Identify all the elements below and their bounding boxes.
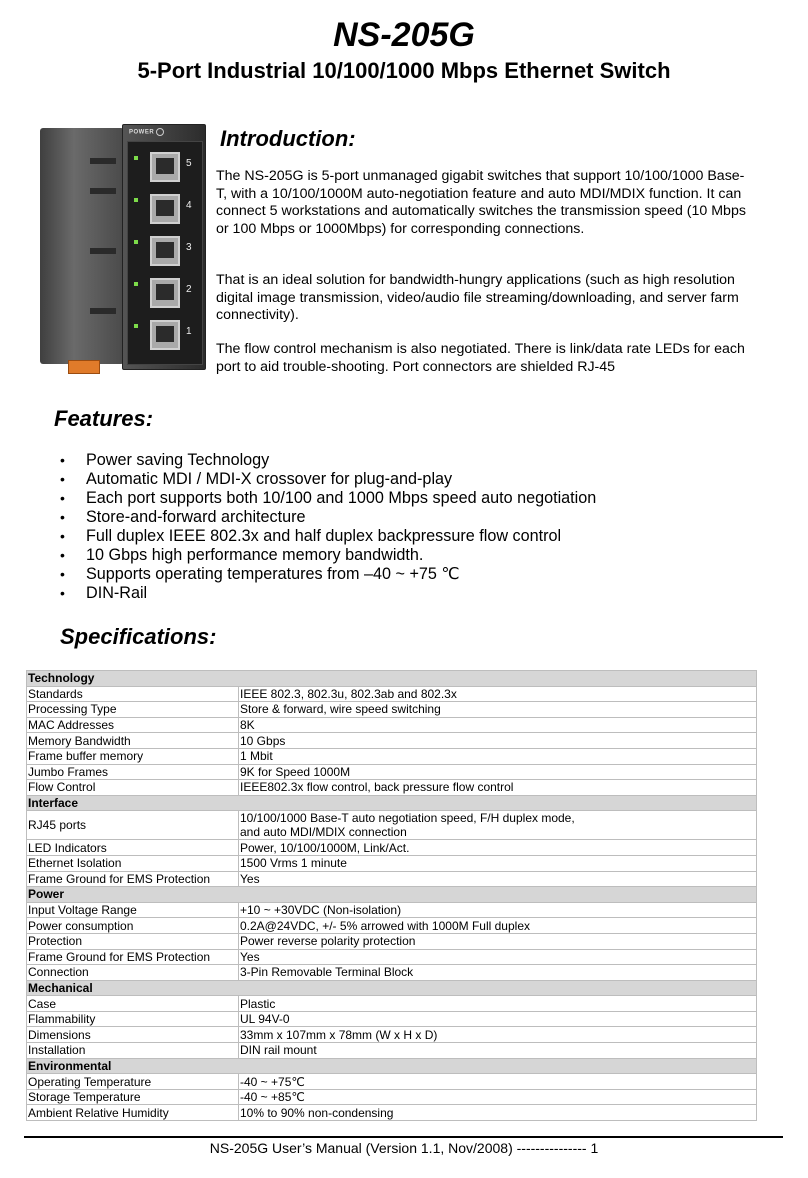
table-row bbox=[27, 702, 757, 718]
spec-label: RJ45 ports bbox=[27, 811, 239, 840]
spec-label: Ethernet Isolation bbox=[27, 855, 239, 871]
table-section-header bbox=[27, 671, 757, 687]
intro-paragraph: The NS-205G is 5-port unmanaged gigabit switches that support 10/100/1000 Base-T, with a 10/100/1000M auto-negotiation feature and auto MDI/MDIX function. It can connect 5 workstations and automatically switches the transmission speed (10 Mbps or 100 Mbps or 1000Mbps) for corresponding connections. bbox=[216, 168, 746, 237]
spec-label: Frame Ground for EMS Protection bbox=[27, 949, 239, 965]
table-row bbox=[27, 717, 757, 733]
spec-label: Protection bbox=[27, 933, 239, 949]
spec-value: Yes bbox=[239, 949, 757, 965]
rj45-port-icon bbox=[150, 194, 180, 224]
spec-value-line: 10/100/1000 Base-T auto negotiation speed, F/H duplex mode, bbox=[240, 811, 575, 826]
product-image bbox=[40, 124, 206, 380]
spec-value: -40 ~ +85℃ bbox=[239, 1089, 757, 1105]
table-row bbox=[27, 1011, 757, 1027]
specifications-table bbox=[26, 670, 757, 1121]
footer-divider bbox=[24, 1136, 783, 1138]
table-row bbox=[27, 1074, 757, 1090]
list-item: • Store-and-forward architecture bbox=[60, 508, 596, 527]
spec-value: Power reverse polarity protection bbox=[239, 933, 757, 949]
specifications-heading: Specifications: bbox=[60, 624, 217, 649]
table-row bbox=[27, 686, 757, 702]
port-number: 5 bbox=[186, 158, 192, 169]
spec-label: Operating Temperature bbox=[27, 1074, 239, 1090]
list-item: • Power saving Technology bbox=[60, 451, 596, 470]
section-title: Power bbox=[27, 887, 757, 903]
spec-label: MAC Addresses bbox=[27, 717, 239, 733]
port-number: 4 bbox=[186, 200, 192, 211]
spec-label: LED Indicators bbox=[27, 840, 239, 856]
spec-label: Input Voltage Range bbox=[27, 902, 239, 918]
table-row bbox=[27, 1027, 757, 1043]
spec-value: +10 ~ +30VDC (Non-isolation) bbox=[239, 902, 757, 918]
spec-label: Standards bbox=[27, 686, 239, 702]
table-row bbox=[27, 733, 757, 749]
table-row bbox=[27, 871, 757, 887]
spec-value: IEEE802.3x flow control, back pressure flow control bbox=[239, 780, 757, 796]
spec-label: Flow Control bbox=[27, 780, 239, 796]
spec-value: 10 Gbps bbox=[239, 733, 757, 749]
spec-label: Dimensions bbox=[27, 1027, 239, 1043]
spec-value: 1 Mbit bbox=[239, 748, 757, 764]
intro-paragraph: That is an ideal solution for bandwidth-hungry applications (such as high resolution digital image transmission, video/audio file streaming/downloading, and server farm connectivity). bbox=[216, 272, 739, 324]
spec-label: Installation bbox=[27, 1043, 239, 1059]
list-item: • 10 Gbps high performance memory bandwidth. bbox=[60, 546, 596, 565]
spec-value: 1500 Vrms 1 minute bbox=[239, 855, 757, 871]
device-port-plate bbox=[127, 141, 203, 365]
features-heading: Features: bbox=[54, 406, 154, 431]
table-row bbox=[27, 1043, 757, 1059]
rj45-port-icon bbox=[150, 278, 180, 308]
port-number: 3 bbox=[186, 242, 192, 253]
table-row bbox=[27, 1089, 757, 1105]
device-front-panel bbox=[122, 124, 206, 370]
spec-value: IEEE 802.3, 802.3u, 802.3ab and 802.3x bbox=[239, 686, 757, 702]
table-row bbox=[27, 811, 757, 840]
spec-value: 3-Pin Removable Terminal Block bbox=[239, 965, 757, 981]
spec-value-line: and auto MDI/MDIX connection bbox=[240, 825, 407, 840]
table-row bbox=[27, 965, 757, 981]
terminal-block bbox=[68, 360, 100, 374]
spec-label: Storage Temperature bbox=[27, 1089, 239, 1105]
table-section-header bbox=[27, 795, 757, 811]
spec-value: Yes bbox=[239, 871, 757, 887]
table-row bbox=[27, 855, 757, 871]
rj45-port-icon bbox=[150, 236, 180, 266]
device-power-label: POWER bbox=[129, 128, 164, 136]
list-item: • Supports operating temperatures from –40 ~ +75 ℃ bbox=[60, 565, 596, 584]
spec-value: Plastic bbox=[239, 996, 757, 1012]
spec-value: DIN rail mount bbox=[239, 1043, 757, 1059]
rj45-port-icon bbox=[150, 152, 180, 182]
spec-value: 8K bbox=[239, 717, 757, 733]
spec-label: Power consumption bbox=[27, 918, 239, 934]
table-row bbox=[27, 996, 757, 1012]
spec-value: 33mm x 107mm x 78mm (W x H x D) bbox=[239, 1027, 757, 1043]
page-footer: NS-205G User’s Manual (Version 1.1, Nov/2008) --------------- 1 bbox=[209, 1140, 599, 1156]
spec-label: Memory Bandwidth bbox=[27, 733, 239, 749]
power-led-icon bbox=[156, 128, 164, 136]
list-item: • DIN-Rail bbox=[60, 584, 596, 603]
page-subtitle: 5-Port Industrial 10/100/1000 Mbps Ethernet Switch bbox=[137, 58, 671, 83]
spec-label: Case bbox=[27, 996, 239, 1012]
spec-label: Ambient Relative Humidity bbox=[27, 1105, 239, 1121]
table-section-header bbox=[27, 887, 757, 903]
list-item: • Full duplex IEEE 802.3x and half duplex backpressure flow control bbox=[60, 527, 596, 546]
table-row bbox=[27, 764, 757, 780]
spec-label: Jumbo Frames bbox=[27, 764, 239, 780]
section-title: Environmental bbox=[27, 1058, 757, 1074]
spec-value: 0.2A@24VDC, +/- 5% arrowed with 1000M Full duplex bbox=[239, 918, 757, 934]
spec-value: Power, 10/100/1000M, Link/Act. bbox=[239, 840, 757, 856]
table-row bbox=[27, 918, 757, 934]
spec-value: 10% to 90% non-condensing bbox=[239, 1105, 757, 1121]
features-list bbox=[60, 451, 596, 603]
table-row bbox=[27, 840, 757, 856]
section-title: Technology bbox=[27, 671, 757, 687]
spec-label: Connection bbox=[27, 965, 239, 981]
spec-label: Flammability bbox=[27, 1011, 239, 1027]
rj45-port-icon bbox=[150, 320, 180, 350]
section-title: Interface bbox=[27, 795, 757, 811]
list-item: • Each port supports both 10/100 and 1000 Mbps speed auto negotiation bbox=[60, 489, 596, 508]
section-title: Mechanical bbox=[27, 980, 757, 996]
table-row bbox=[27, 780, 757, 796]
intro-paragraph: The flow control mechanism is also negotiated. There is link/data rate LEDs for each port to aid trouble-shooting. Port connectors are shielded RJ-45 bbox=[216, 341, 745, 375]
spec-label: Frame buffer memory bbox=[27, 748, 239, 764]
table-row bbox=[27, 748, 757, 764]
table-row bbox=[27, 949, 757, 965]
table-section-header bbox=[27, 1058, 757, 1074]
table-row bbox=[27, 1105, 757, 1121]
list-item: • Automatic MDI / MDI-X crossover for plug-and-play bbox=[60, 470, 596, 489]
introduction-heading: Introduction: bbox=[220, 126, 356, 151]
port-number: 2 bbox=[186, 284, 192, 295]
table-section-header bbox=[27, 980, 757, 996]
spec-value: UL 94V-0 bbox=[239, 1011, 757, 1027]
port-number: 1 bbox=[186, 326, 192, 337]
spec-label: Frame Ground for EMS Protection bbox=[27, 871, 239, 887]
spec-value: -40 ~ +75℃ bbox=[239, 1074, 757, 1090]
spec-value bbox=[239, 811, 757, 840]
page-title: NS-205G bbox=[333, 16, 475, 54]
spec-value: Store & forward, wire speed switching bbox=[239, 702, 757, 718]
table-row bbox=[27, 933, 757, 949]
device-side-panel bbox=[40, 128, 124, 364]
table-row bbox=[27, 902, 757, 918]
spec-value: 9K for Speed 1000M bbox=[239, 764, 757, 780]
spec-label: Processing Type bbox=[27, 702, 239, 718]
